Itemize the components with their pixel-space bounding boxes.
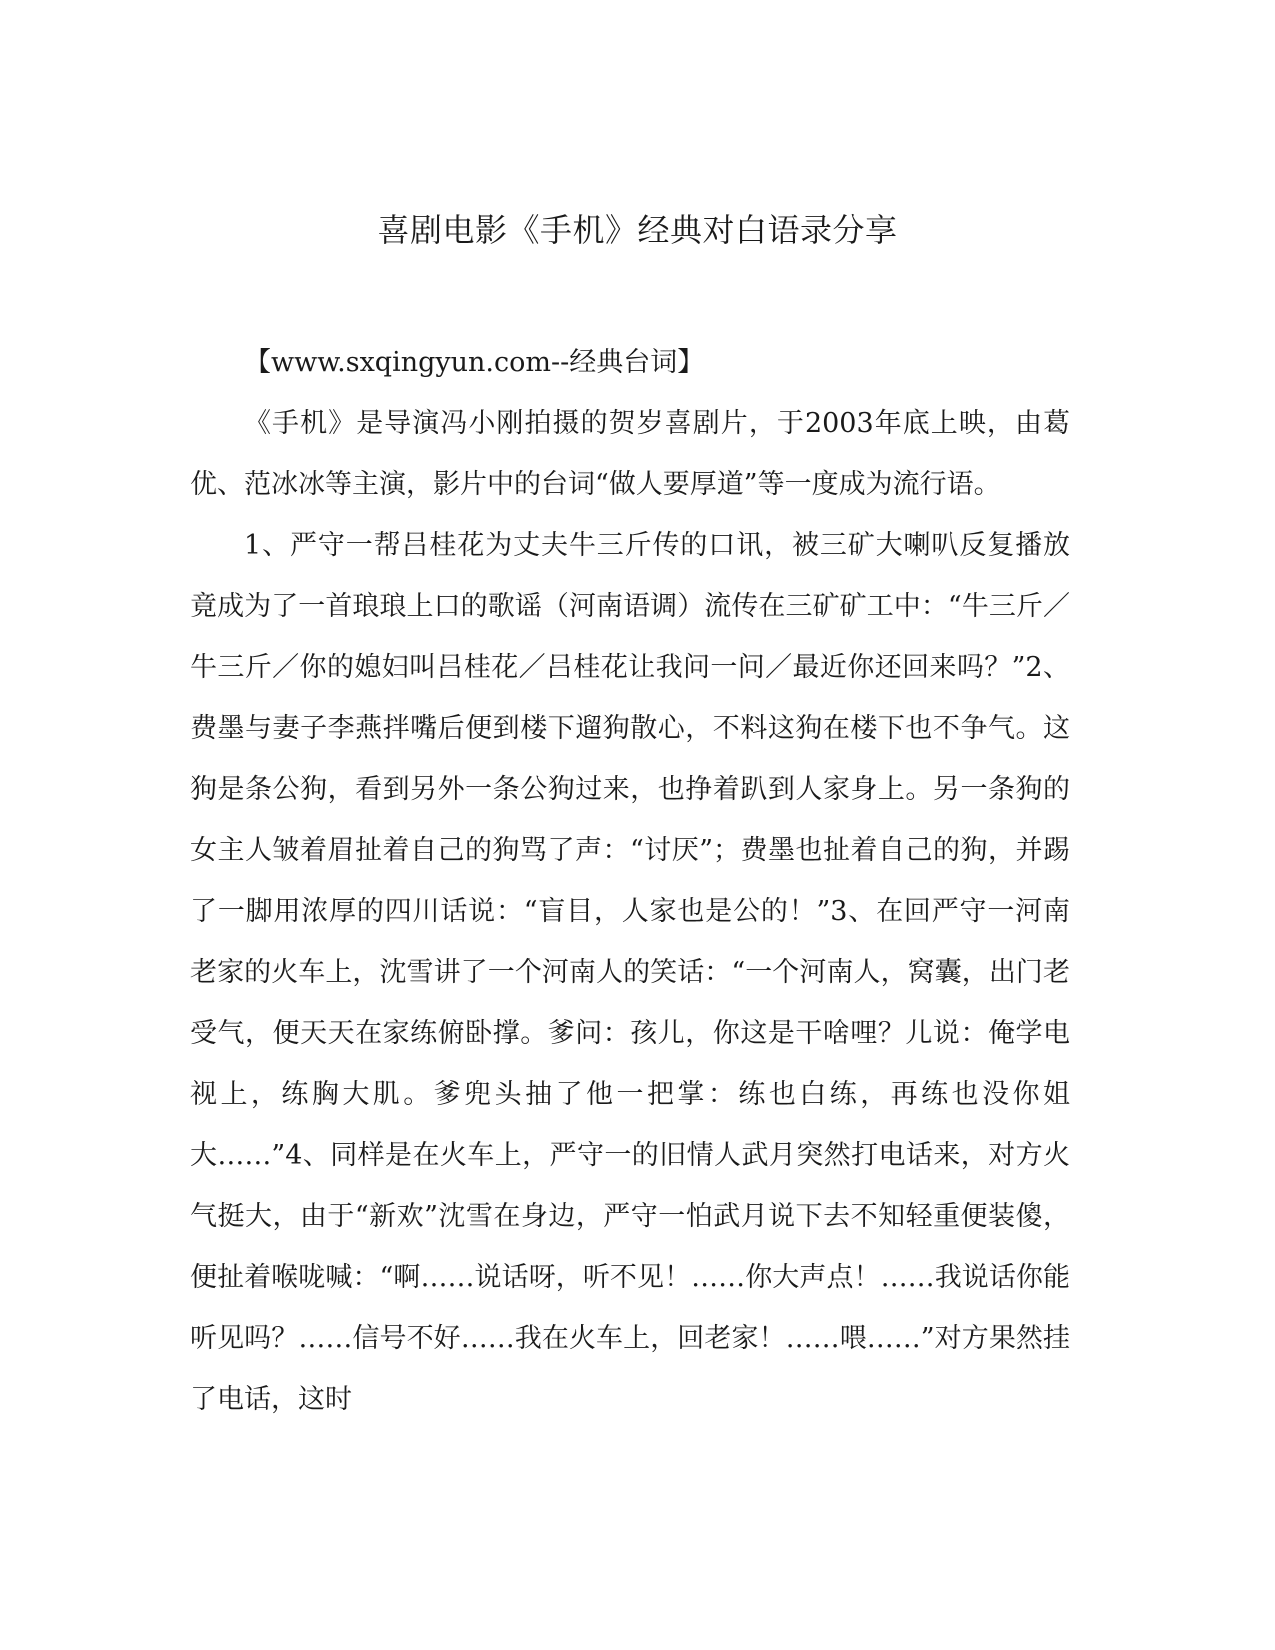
- quotes-paragraph: 1、严守一帮吕桂花为丈夫牛三斤传的口讯，被三矿大喇叭反复播放竟成为了一首琅琅上口的歌谣（河南语调）流传在三矿矿工中：“牛三斤／牛三斤／你的媳妇叫吕桂花／吕桂花让我问一问／最近你还回来吗？”2、费墨与妻子李燕拌嘴后便到楼下遛狗散心，不料这狗在楼下也不争气。这狗是条公狗，看到另外一条公狗过来，也挣着趴到人家身上。另一条狗的女主人皱着眉扯着自己的狗骂了声：“讨厌”；费墨也扯着自己的狗，并踢了一脚用浓厚的四川话说：“盲目，人家也是公的！”3、在回严守一河南老家的火车上，沈雪讲了一个河南人的笑话：“一个河南人，窝囊，出门老受气，便天天在家练俯卧撑。爹问：孩儿，你这是干啥哩？儿说：俺学电视上，练胸大肌。爹兜头抽了他一把掌：练也白练，再练也没你姐大……”4、同样是在火车上，严守一的旧情人武月突然打电话来，对方火气挺大，由于“新欢”沈雪在身边，严守一怕武月说下去不知轻重便装傻，便扯着喉咙喊：“啊……说话呀，听不见！……你大声点！……我说话你能听见吗？……信号不好……我在火车上，回老家！……喂……”对方果然挂了电话，这时: [190, 530, 1070, 1415]
- intro-paragraph: 《手机》是导演冯小刚拍摄的贺岁喜剧片，于2003年底上映，由葛优、范冰冰等主演，影片中的台词“做人要厚道”等一度成为流行语。: [190, 408, 1070, 500]
- source-line: 【www.sxqingyun.com--经典台词】: [244, 347, 705, 378]
- document-title: 喜剧电影《手机》经典对白语录分享: [377, 211, 898, 249]
- document-body: [190, 332, 1070, 1430]
